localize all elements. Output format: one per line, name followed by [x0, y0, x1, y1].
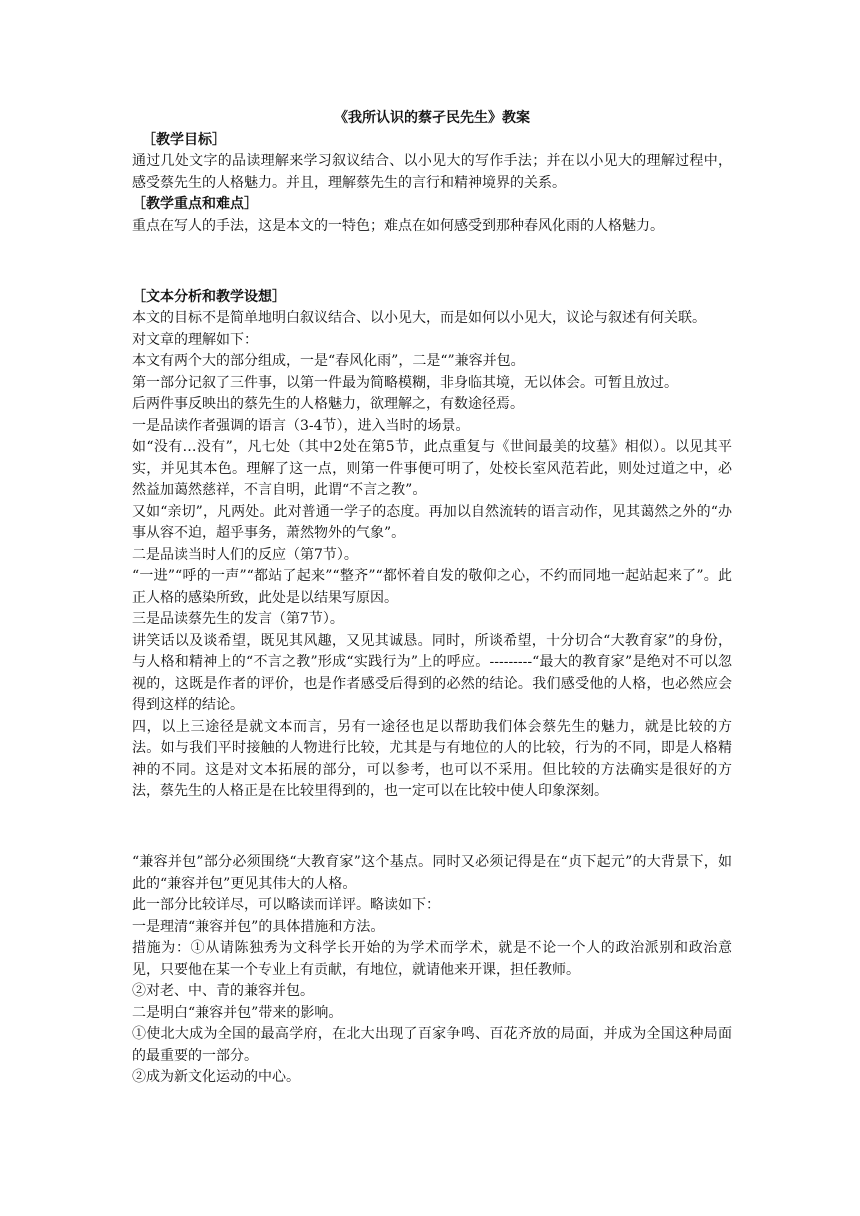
paragraph: 本文有两个大的部分组成，一是“春风化雨”，二是“”兼容并包。 [132, 353, 525, 369]
blank-line [132, 251, 732, 273]
section-heading: ［文本分析和教学设想］ [132, 288, 286, 305]
paragraph: 一是品读作者强调的语言（3-4节），进入当时的场景。 [132, 417, 470, 434]
paragraph: “一进”“呼的一声”“都站了起来”“整齐”“都怀着自发的敬仰之心，不约而同地一起站起来了”。此正人格的感染所致，此处是以结果写原因。 [132, 568, 732, 606]
paragraph: 二是明白“兼容并包”带来的影响。 [132, 1004, 343, 1021]
document-body [132, 130, 732, 1089]
paragraph: 讲笑话以及谈希望，既见其风趣，又见其诚恳。同时，所谈希望，十分切合“大教育家”的身份，与人格和精神上的“不言之教”形成“实践行为”上的呼应。---------“最大的教育家”是绝对不可以忽视的，这既是作者的评价，也是作者感受后得到的必然的结论。我们感受他的人格，也必然应会得到这样的结论。 [132, 632, 732, 713]
section-heading: ［教学重点和难点］ [132, 196, 258, 212]
section-heading: ［教学目标］ [142, 131, 226, 148]
paragraph: 又如“亲切”，凡两处。此对普通一学子的态度。再加以自然流转的语言动作，见其蔼然之外的“办事从容不迫，超乎事务，萧然物外的气象”。 [132, 503, 732, 541]
paragraph: 后两件事反映出的蔡先生的人格魅力，欲理解之，有数途径焉。 [132, 396, 524, 412]
paragraph: 通过几处文字的品读理解来学习叙议结合、以小见大的写作手法；并在以小见大的理解过程中，感受蔡先生的人格魅力。并且，理解蔡先生的言行和精神境界的关系。 [132, 153, 732, 191]
paragraph: 本文的目标不是简单地明白叙议结合、以小见大，而是如何以小见大，议论与叙述有何关联。 [132, 310, 706, 326]
paragraph: 四，以上三途径是就文本而言，另有一途径也足以帮助我们体会蔡先生的魅力，就是比较的方法。如与我们平时接触的人物进行比较，尤其是与有地位的人的比较，行为的不同，即是人格精神的不同。这是对文本拓展的部分，可以参考，也可以不采用。但比较的方法确实是很好的方法，蔡先生的人格正是在比较里得到的，也一定可以在比较中使人印象深刻。 [132, 718, 732, 799]
paragraph: ②对老、中、青的兼容并包。 [132, 983, 314, 999]
paragraph: 一是理清“兼容并包”的具体措施和方法。 [132, 918, 385, 935]
paragraph: 措施为：①从请陈独秀为文科学长开始的为学术而学术，就是不论一个人的政治派别和政治意见，只要他在某一个专业上有贡献，有地位，就请他来开课，担任教师。 [132, 940, 732, 978]
paragraph: 对文章的理解如下： [132, 331, 258, 348]
paragraph: 此一部分比较详尽，可以略读而详评。略读如下： [132, 897, 440, 913]
paragraph: “兼容并包”部分必须围绕“大教育家”这个基点。同时又必须记得是在“贞下起元”的大背景下，如此的“兼容并包”更见其伟大的人格。 [132, 854, 732, 892]
paragraph: 第一部分记叙了三件事，以第一件最为简略模糊，非身临其境，无以体会。可暂且放过。 [132, 374, 678, 391]
paragraph: 重点在写人的手法，这是本文的一特色；难点在如何感受到那种春风化雨的人格魅力。 [132, 217, 664, 234]
paragraph: ①使北大成为全国的最高学府，在北大出现了百家争鸣、百花齐放的局面，并成为全国这种局面的最重要的一部分。 [132, 1026, 732, 1064]
document-title: 《我所认识的蔡孑民先生》教案 [334, 110, 530, 126]
paragraph: 二是品读当时人们的反应（第7节）。 [132, 546, 358, 563]
paragraph: 如“没有…没有”，凡七处（其中2处在第5节，此点重复与《世间最美的坟墓》相似）。以见其平实，并见其本色。理解了这一点，则第一件事便可明了，处校长室风范若此，则处过道之中，必然益加蔼然慈祥，不言自明，此谓“不言之教”。 [132, 439, 732, 498]
document-page [132, 108, 732, 1089]
paragraph: ②成为新文化运动的中心。 [132, 1069, 300, 1085]
blank-line [132, 817, 732, 839]
paragraph: 三是品读蔡先生的发言（第7节）。 [132, 611, 344, 627]
